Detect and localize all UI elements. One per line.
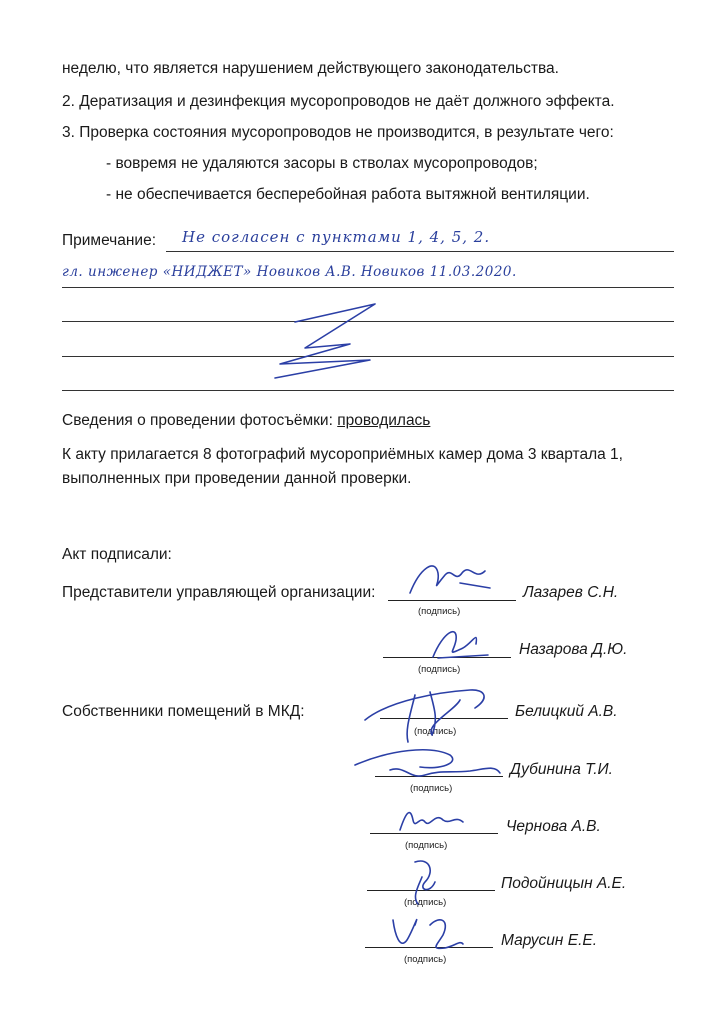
body-line-continuation: неделю, что является нарушением действующего законодательства.: [62, 60, 559, 77]
signer-name-5: Чернова А.В.: [506, 818, 601, 835]
signature-scribble-1: [400, 553, 500, 603]
signatures-heading: Акт подписали:: [62, 546, 172, 563]
owners-label: Собственники помещений в МКД:: [62, 703, 305, 720]
note-handwritten-1: Не согласен с пунктами 1, 4, 5, 2.: [182, 228, 491, 246]
signature-scribble-7: [385, 900, 475, 960]
org-representatives-label: Представители управляющей организации:: [62, 584, 376, 601]
note-rule-2: [62, 287, 674, 288]
z-strike-mark: [255, 300, 385, 385]
signature-scribble-2: [418, 622, 498, 662]
signer-name-3: Белицкий А.В.: [515, 703, 618, 720]
signature-caption-1: (подпись): [418, 606, 461, 617]
signer-name-1: Лазарев С.Н.: [523, 584, 619, 601]
signature-caption-3: (подпись): [414, 726, 457, 737]
signer-name-4: Дубинина Т.И.: [510, 761, 613, 778]
signer-name-2: Назарова Д.Ю.: [519, 641, 628, 658]
list-item-3: 3. Проверка состояния мусоропроводов не производится, в результате чего:: [62, 124, 614, 141]
signature-scribble-6: [400, 852, 460, 907]
signature-caption-4: (подпись): [410, 783, 453, 794]
note-label: Примечание:: [62, 232, 157, 249]
photo-value: проводилась: [337, 412, 431, 429]
photo-line-2: выполненных при проведении данной проверки.: [62, 470, 412, 487]
note-rule-5: [62, 390, 674, 391]
signer-name-6: Подойницын А.Е.: [501, 875, 627, 892]
photo-label: [62, 412, 430, 430]
note-rule-1: [166, 251, 674, 252]
signature-caption-7: (подпись): [404, 954, 447, 965]
note-handwritten-2: гл. инженер «НИДЖЕТ» Новиков А.В. Новиков 11.03.2020.: [62, 264, 517, 280]
signature-scribble-4: [350, 735, 510, 795]
bullet-item-2: - не обеспечивается бесперебойная работа вытяжной вентиляции.: [106, 186, 590, 203]
signature-scribble-5: [395, 800, 475, 840]
signature-caption-5: (подпись): [405, 840, 448, 851]
photo-label-text: Сведения о проведении фотосъёмки:: [62, 412, 333, 429]
signer-name-7: Марусин Е.Е.: [501, 932, 598, 949]
photo-line-1: К акту прилагается 8 фотографий мусороприёмных камер дома 3 квартала 1,: [62, 446, 623, 463]
bullet-item-1: - вовремя не удаляются засоры в стволах мусоропроводов;: [106, 155, 538, 172]
signature-caption-6: (подпись): [404, 897, 447, 908]
signature-caption-2: (подпись): [418, 664, 461, 675]
list-item-2: 2. Дератизация и дезинфекция мусоропроводов не даёт должного эффекта.: [62, 93, 615, 110]
